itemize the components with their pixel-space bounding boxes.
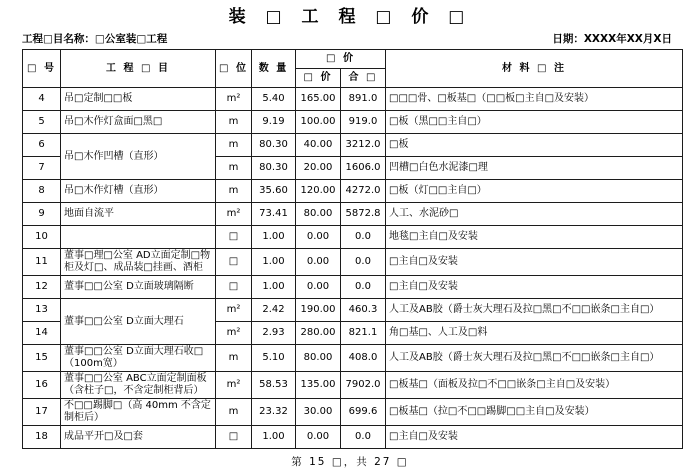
cell-no: 10: [23, 226, 61, 249]
cell-project: 吊□木作凹槽（直形）: [61, 134, 216, 180]
table-row: [23, 299, 683, 322]
cell-no: 4: [23, 88, 61, 111]
cell-no: 9: [23, 203, 61, 226]
cell-unit-price: 0.00: [296, 249, 341, 276]
cell-unit: m: [216, 157, 252, 180]
cell-unit-price: 80.00: [296, 345, 341, 372]
table-row: [23, 180, 683, 203]
table-row: [23, 134, 683, 157]
cell-project: 成品平开□及□套: [61, 426, 216, 449]
cell-no: 7: [23, 157, 61, 180]
cell-remark: □主自□及安装: [386, 249, 683, 276]
page-number: 第 15 □，共 27 □: [291, 456, 409, 468]
cell-no: 15: [23, 345, 61, 372]
col-header-unit-price: □ 价: [296, 69, 341, 88]
cell-unit-price: 0.00: [296, 226, 341, 249]
cell-project: 董事□□公室 D立面大理石: [61, 299, 216, 345]
cell-unit: m²: [216, 88, 252, 111]
page-title: 装 □ 工 程 □ 价 □: [228, 7, 472, 27]
cell-project: 董事□□公室 D立面玻璃隔断: [61, 276, 216, 299]
table-row: [23, 276, 683, 299]
cell-total: 0.0: [341, 249, 386, 276]
cell-total: 699.6: [341, 399, 386, 426]
cell-unit-price: 100.00: [296, 111, 341, 134]
cell-unit-price: 135.00: [296, 372, 341, 399]
cell-project: 吊□木作灯槽（直形）: [61, 180, 216, 203]
cell-qty: 1.00: [252, 226, 296, 249]
cell-unit-price: 280.00: [296, 322, 341, 345]
cell-remark: 人工、水泥砂□: [386, 203, 683, 226]
cell-remark: □□□骨、□板基□（□□板□主自□及安装）: [386, 88, 683, 111]
cell-total: 1606.0: [341, 157, 386, 180]
cell-unit-price: 30.00: [296, 399, 341, 426]
cell-qty: 1.00: [252, 249, 296, 276]
cell-no: 8: [23, 180, 61, 203]
cell-unit: □: [216, 249, 252, 276]
cell-unit: □: [216, 226, 252, 249]
cell-unit-price: 80.00: [296, 203, 341, 226]
cell-project: [61, 226, 216, 249]
cell-no: 11: [23, 249, 61, 276]
col-header-price-group: □ 价: [296, 50, 386, 69]
header-row-1: [23, 50, 683, 69]
cell-unit: m²: [216, 322, 252, 345]
cell-project: 吊□定制□□板: [61, 88, 216, 111]
cell-unit-price: 0.00: [296, 426, 341, 449]
cell-unit: □: [216, 276, 252, 299]
cell-project: 不□□踢脚□（高 40mm 不含定制柜后）: [61, 399, 216, 426]
table-row: [23, 345, 683, 372]
cell-no: 17: [23, 399, 61, 426]
cell-qty: 5.40: [252, 88, 296, 111]
cell-project: 董事□□公室 ABC立面定制面板（含柱子□，不含定制柜背后）: [61, 372, 216, 399]
cell-unit-price: 190.00: [296, 299, 341, 322]
cell-total: 3212.0: [341, 134, 386, 157]
col-header-unit: □ 位: [216, 50, 252, 88]
project-name-value: ：□公室装□工程: [84, 33, 168, 45]
cell-project: 董事□□公室 D立面大理石收□（100m宽）: [61, 345, 216, 372]
cell-remark: □板（灯□□主自□）: [386, 180, 683, 203]
cell-qty: 5.10: [252, 345, 296, 372]
cell-project: 地面自流平: [61, 203, 216, 226]
date-label: 日期：XXXX年XX月X日: [552, 33, 672, 45]
cell-qty: 73.41: [252, 203, 296, 226]
cell-unit: m: [216, 180, 252, 203]
cell-unit: m: [216, 399, 252, 426]
cell-project: 董事□理□公室 AD立面定制□物柜及灯□、成品装□挂画、酒柜: [61, 249, 216, 276]
cell-total: 7902.0: [341, 372, 386, 399]
cell-remark: 人工及AB胶（爵士灰大理石及拉□黑□不□□嵌条□主自□）: [386, 299, 683, 322]
cell-qty: 23.32: [252, 399, 296, 426]
table-row: [23, 372, 683, 399]
project-name-label: 工程□目名称: [22, 33, 85, 45]
cell-remark: □板基□（拉□不□□踢脚□□主自□及安装）: [386, 399, 683, 426]
cell-total: 408.0: [341, 345, 386, 372]
cell-remark: 地毯□主自□及安装: [386, 226, 683, 249]
table-row: [23, 203, 683, 226]
project-name: [22, 31, 167, 46]
cell-unit-price: 40.00: [296, 134, 341, 157]
col-header-project: 工 程 □ 目: [61, 50, 216, 88]
cell-no: 12: [23, 276, 61, 299]
cell-total: 821.1: [341, 322, 386, 345]
cell-no: 6: [23, 134, 61, 157]
cell-total: 0.0: [341, 226, 386, 249]
table-row: [23, 88, 683, 111]
cell-remark: □板: [386, 134, 683, 157]
cell-qty: 9.19: [252, 111, 296, 134]
cell-unit: m²: [216, 372, 252, 399]
cell-unit: m²: [216, 203, 252, 226]
cell-no: 16: [23, 372, 61, 399]
col-header-total: 合 □: [341, 69, 386, 88]
table-row: [23, 226, 683, 249]
cell-total: 460.3: [341, 299, 386, 322]
cell-unit: □: [216, 426, 252, 449]
cell-qty: 2.42: [252, 299, 296, 322]
cell-unit-price: 20.00: [296, 157, 341, 180]
cell-total: 0.0: [341, 276, 386, 299]
table-row: [23, 249, 683, 276]
cell-remark: □板基□（面板及拉□不□□嵌条□主自□及安装）: [386, 372, 683, 399]
table-row: [23, 399, 683, 426]
col-header-remark: 材 料 □ 注: [386, 50, 683, 88]
cell-unit: m: [216, 345, 252, 372]
cell-no: 13: [23, 299, 61, 322]
table-row: [23, 111, 683, 134]
cell-remark: □主自□及安装: [386, 426, 683, 449]
cell-no: 5: [23, 111, 61, 134]
cell-unit: m: [216, 134, 252, 157]
cell-qty: 1.00: [252, 426, 296, 449]
cell-total: 919.0: [341, 111, 386, 134]
cell-unit-price: 0.00: [296, 276, 341, 299]
meta-row: [22, 31, 672, 46]
col-header-qty: 数 量: [252, 50, 296, 88]
cell-unit: m: [216, 111, 252, 134]
cell-qty: 1.00: [252, 276, 296, 299]
cell-qty: 35.60: [252, 180, 296, 203]
table-row: [23, 426, 683, 449]
cell-remark: □主自□及安装: [386, 276, 683, 299]
cell-unit: m²: [216, 299, 252, 322]
cell-qty: 80.30: [252, 157, 296, 180]
cell-total: 5872.8: [341, 203, 386, 226]
col-header-no: □ 号: [23, 50, 61, 88]
cell-qty: 80.30: [252, 134, 296, 157]
cell-no: 14: [23, 322, 61, 345]
cell-qty: 2.93: [252, 322, 296, 345]
cell-remark: 人工及AB胶（爵士灰大理石及拉□黑□不□□嵌条□主自□）: [386, 345, 683, 372]
cell-remark: 角□基□、人工及□料: [386, 322, 683, 345]
cell-remark: 凹槽□白色水泥漆□理: [386, 157, 683, 180]
cell-unit-price: 165.00: [296, 88, 341, 111]
quotation-table: [22, 49, 683, 449]
cell-total: 4272.0: [341, 180, 386, 203]
cell-no: 18: [23, 426, 61, 449]
cell-total: 891.0: [341, 88, 386, 111]
cell-qty: 58.53: [252, 372, 296, 399]
cell-remark: □板（黑□□主自□）: [386, 111, 683, 134]
cell-project: 吊□木作灯盒面□黑□: [61, 111, 216, 134]
cell-unit-price: 120.00: [296, 180, 341, 203]
cell-total: 0.0: [341, 426, 386, 449]
